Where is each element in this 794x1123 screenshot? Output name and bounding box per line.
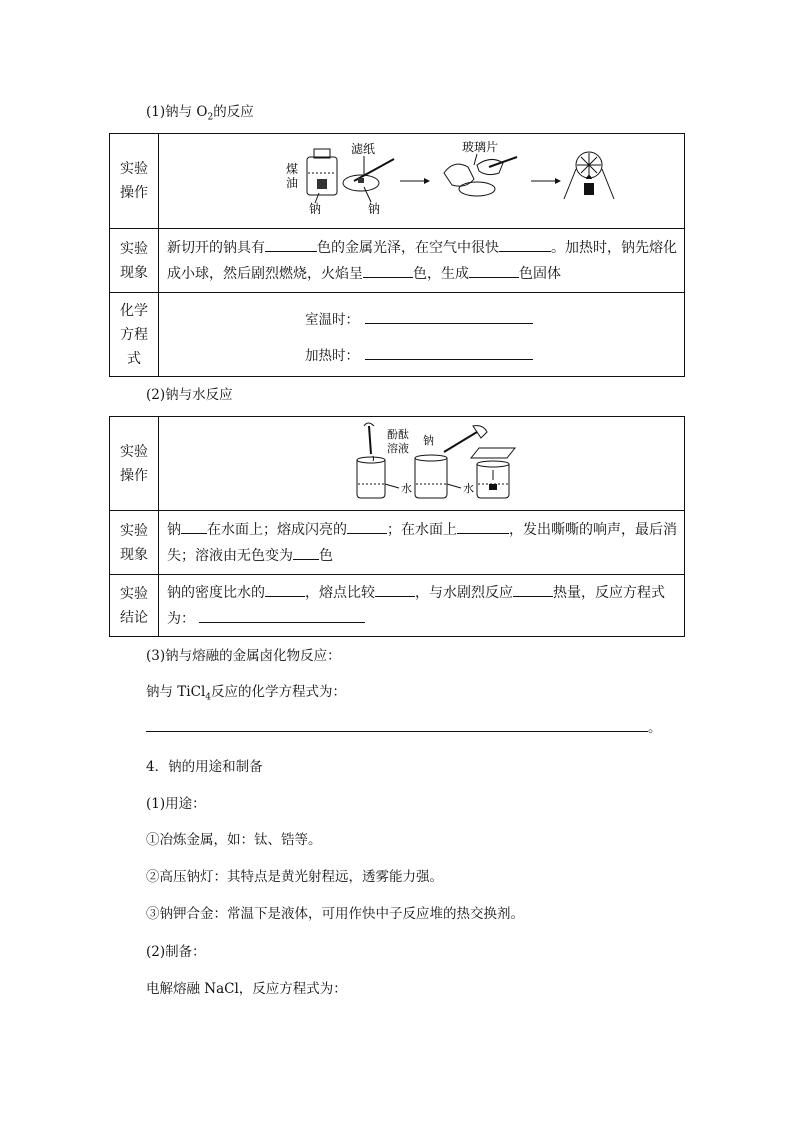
sodium-label-a: 钠 <box>309 201 322 216</box>
filter-paper-label: 滤纸 <box>351 141 376 156</box>
ticl4-equation-prompt: 钠与 TiCl$_4$反应的化学方程式为： <box>146 684 346 703</box>
heating-equation: 加热时： <box>305 344 533 364</box>
sodium-water-table <box>109 416 685 637</box>
sodium-label-water: 钠 <box>423 434 434 447</box>
covered-beaker-illustration <box>471 448 515 498</box>
sodium-label-b: 钠 <box>368 201 381 216</box>
figure-cell-2 <box>159 417 685 511</box>
water-label-b: 水 <box>463 482 474 495</box>
ticl4-answer-line: 。 <box>146 716 662 736</box>
conclusion-cell-2: 钠的密度比水的 ，熔点比较 ，与水剧烈反应 热量，反应方程式为： <box>159 575 685 637</box>
coal-oil-label-2: 油 <box>286 175 299 190</box>
filter-paper-illustration <box>343 159 394 191</box>
sodium-water-figure <box>159 418 687 510</box>
row-label-conclusion-2: 实验结论 <box>110 575 159 637</box>
room-temp-equation: 室温时： <box>305 308 533 328</box>
row-label-operation-2: 实验操作 <box>110 417 159 511</box>
tripod-burner-illustration <box>564 152 614 199</box>
section-3-title: (3)钠与熔融的金属卤化物反应： <box>146 648 341 664</box>
row-label-operation-1: 实验操作 <box>110 134 159 229</box>
prep-text: 电解熔融 NaCl，反应方程式为： <box>146 981 347 997</box>
use-title: (1)用途： <box>146 796 206 812</box>
use-item-3: ③钠钾合金：常温下是液体，可用作快中子反应堆的热交换剂。 <box>146 906 524 922</box>
figure-cell-1 <box>159 134 685 229</box>
kerosene-bottle-illustration <box>307 149 337 195</box>
use-item-1: ①冶炼金属，如：钛、锆等。 <box>146 832 322 848</box>
prep-title: (2)制备： <box>146 944 206 960</box>
section-4-title: 4．钠的用途和制备 <box>146 759 263 775</box>
row-label-equation-1: 化学方程式 <box>110 293 159 377</box>
beaker-with-dropper-illustration <box>357 423 385 498</box>
section-2-title: (2)钠与水反应 <box>146 387 233 403</box>
row-label-phenomenon-2: 实验现象 <box>110 511 159 575</box>
row-label-phenomenon-1: 实验现象 <box>110 229 159 293</box>
use-item-2: ②高压钠灯：其特点是黄光射程远，透雾能力强。 <box>146 869 443 885</box>
phenomenon-cell-2: 钠 在水面上；熔成闪亮的 ；在水面上 ，发出嘶嘶的响声，最后消失；溶液由无色变为 色 <box>159 511 685 575</box>
sodium-oxygen-table <box>109 133 685 377</box>
phenol-label-1: 酚酞 <box>387 428 409 441</box>
glass-slide-label: 玻璃片 <box>462 139 499 154</box>
phenomenon-cell-1: 新切开的钠具有 色的金属光泽，在空气中很快 。加热时，钠先熔化成小球，然后剧烈燃烧，火焰呈 色，生成 色固体 <box>159 229 685 293</box>
phenol-label-2: 溶液 <box>387 442 409 455</box>
sodium-cutting-figure <box>159 135 687 228</box>
water-label-a: 水 <box>401 482 412 495</box>
section-1-title: (1)钠与 $O_2$的反应 <box>146 104 254 123</box>
glass-slide-illustration <box>444 157 517 196</box>
equation-cell-1 <box>159 293 685 377</box>
coal-oil-label-1: 煤 <box>286 161 299 176</box>
